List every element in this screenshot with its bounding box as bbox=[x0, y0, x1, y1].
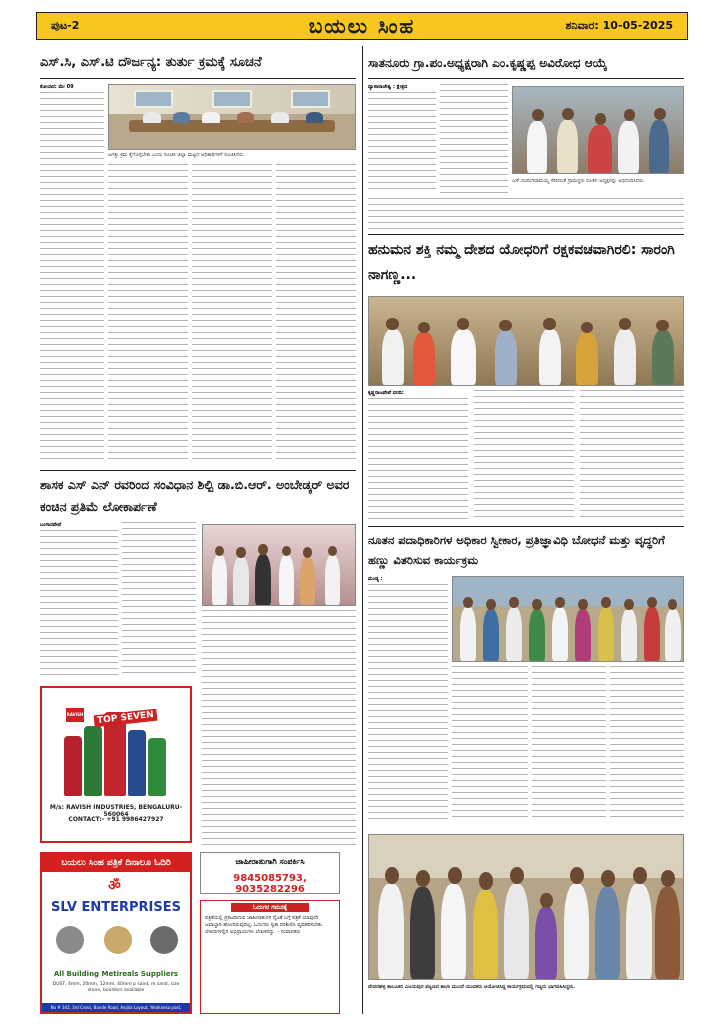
byline-hanuman: ಕೃಷ್ಣರಾಜಪೇಟೆ ವರದಿ: bbox=[368, 390, 404, 396]
photo-hanuman-event bbox=[368, 296, 684, 386]
article-ambedkar-body bbox=[202, 610, 356, 846]
photo-felicitation bbox=[512, 86, 684, 174]
page-number: ಪುಟ-2 bbox=[51, 19, 80, 32]
notice-heading: ಓದುಗರ ಗಮನಕ್ಕೆ bbox=[231, 903, 309, 912]
headline-office-bearers: ನೂತನ ಪದಾಧಿಕಾರಿಗಳ ಅಧಿಕಾರ ಸ್ವೀಕಾರ, ಪ್ರತಿಜ್ಞಾವಿಧಿ ಬೋಧನೆ ಮತ್ತು ವೃದ್ಧರಿಗೆ ಹಣ್ಣು ವಿತರಿಸುವ ಕಾರ್ಯಕ್ರಮ bbox=[368, 533, 665, 567]
caption-bottom-event: ದೇವನಹಳ್ಳಿ ತಾಲೂಕಿನ ವಿಜಯಪುರ ಪಟ್ಟಣದ ಶಾಲಾ ಮುಂದೆ ಯುವಕರು ಆಯೋಜಿಸಿದ್ದ ಕಾರ್ಯಕ್ರಮದಲ್ಲಿ ಗಣ್ಯರು ಭಾಗವಹಿಸಿದ್ದರು. bbox=[368, 984, 576, 990]
brand-label: TOP SEVEN bbox=[94, 709, 158, 727]
ravish-logo: RAVISH bbox=[66, 708, 84, 722]
byline-ambedkar: ಬಂಗಾರಪೇಟೆ bbox=[40, 522, 62, 528]
article-office-col3 bbox=[532, 666, 606, 822]
photo-statue-unveiling bbox=[202, 524, 356, 606]
ad-contact: CONTACT:- +91 9986427927 bbox=[68, 816, 164, 823]
newspaper-page bbox=[36, 6, 688, 1018]
caption-sc-st: ಜಗತ್ತು ಕ್ರಮ ಕೈಗೊಳ್ಳಬೇಕು ಎಂದು ಸೂಚಿಸಿ ಜಿಲ್ಲಾ ಮಟ್ಟದ ಅಧಿಕಾರಿಗಳಿಗೆ ಸೂಚಿಸಿದರು. bbox=[108, 152, 246, 158]
ad-slv-enterprises bbox=[40, 852, 192, 1018]
read-daily-banner: ಬಯಲು ಸಿಂಹ ಪತ್ರಿಕೆ ದಿನಾಲೂ ಓದಿರಿ bbox=[42, 854, 190, 872]
advertise-heading: ಜಾಹೀರಾತುಗಾಗಿ ಸಂಪರ್ಕಿಸಿ bbox=[235, 857, 305, 866]
sand-image bbox=[104, 926, 132, 954]
notice-text: ಪತ್ರಿಕೆಯಲ್ಲಿ ಪ್ರಕಟವಾಗುವ ಜಾಹೀರಾತುಗಳ ನೈಜತೆ ಬಗ್ಗೆ ಪತ್ರಿಕೆ ಯಾವುದೇ ಜವಾಬ್ದಾರಿ ಹೊಂದಿರುವುದಿಲ್ಲ. ಓದುಗರು ಸ್ವತಃ ಪರಿಶೀಲಿಸಿ ವ್ಯವಹರಿಸಬೇಕು. ಲೇಖನಗಳಲ್ಲಿನ ಅಭಿಪ್ರಾಯಗಳು ಲೇಖಕರದ್ದು. - ಸಂಪಾದಕರು bbox=[205, 915, 324, 935]
headline-ambedkar: ಶಾಸಕ ಎಸ್ ಎನ್ ರವರಿಂದ ಸಂವಿಧಾನ ಶಿಲ್ಪಿ ಡಾ.ಬಿ.ಆರ್. ಅಂಬೇಡ್ಕರ್ ಅವರ ಕಂಚಿನ ಪ್ರತಿಮೆ ಲೋಕಾರ್ಪಣೆ bbox=[40, 477, 350, 514]
photo-bottom-event bbox=[368, 834, 684, 980]
article-sc-st-col1 bbox=[40, 84, 104, 464]
article-sc-st-col2 bbox=[108, 164, 188, 464]
article-ambedkar-col2 bbox=[122, 522, 196, 678]
article-office-col2 bbox=[452, 666, 528, 822]
article-ambedkar-col1 bbox=[40, 522, 118, 678]
masthead bbox=[36, 12, 688, 40]
article-office-col1 bbox=[368, 576, 448, 822]
article-hanuman-col2 bbox=[474, 390, 574, 522]
slv-items: DUST, 4mm, 20mm, 12mm, 40mm p sand, m sand, size stone, boulders available bbox=[52, 982, 180, 993]
byline-office: ಮಂಡ್ಯ : bbox=[368, 576, 383, 582]
photo-office-bearers bbox=[452, 576, 684, 662]
newspaper-title: ಬಯಲು ಸಿಂಹ bbox=[308, 14, 416, 38]
advertise-contact-box bbox=[200, 852, 340, 894]
stone-image bbox=[150, 926, 178, 954]
slv-tagline: All Building Metireals Suppliers bbox=[53, 970, 179, 978]
article-office-col4 bbox=[610, 666, 684, 822]
issue-date: ಶನಿವಾರ: 10-05-2025 bbox=[565, 19, 673, 32]
byline-sc-st: ಕೋಲಾರ: ಮೇ 09 bbox=[40, 84, 74, 90]
slv-address: No # 342, 3rd Cross, Bande Road, Anjala Layout, Yelahanka post, Bengaluru-64 bbox=[42, 1003, 190, 1012]
article-sc-st-col4 bbox=[276, 164, 356, 464]
photo-meeting bbox=[108, 84, 356, 150]
ad-company-name: M/s: RAVISH INDUSTRIES, BENGALURU-560064 bbox=[49, 804, 183, 818]
headline-sc-st: ಎಸ್.ಸಿ, ಎಸ್.ಟಿ ದೌರ್ಜನ್ಯ: ತುರ್ತು ಕ್ರಮಕ್ಕೆ ಸೂಚನೆ bbox=[40, 55, 262, 70]
om-symbol: ॐ bbox=[108, 878, 121, 894]
headline-hanuman: ಹನುಮನ ಶಕ್ತಿ ನಮ್ಮ ದೇಶದ ಯೋಧರಿಗೆ ರಕ್ಷಕವಚವಾಗಿರಲಿ: ಸಾರಂಗಿ ನಾಗಣ್ಣ... bbox=[368, 242, 675, 283]
advertise-numbers: 9845085793, 9035282296 bbox=[233, 873, 307, 895]
article-sc-st-col3 bbox=[192, 164, 272, 464]
article-satnur-col2 bbox=[440, 84, 508, 194]
article-satnur-body bbox=[368, 198, 684, 232]
gravel-image bbox=[56, 926, 84, 954]
slv-name: SLV ENTERPRISES bbox=[51, 900, 181, 915]
caption-satnur: ಎಸ್.ಸಂಪಂಗಿರಾಮಯ್ಯ ಸೇರಿದಂತೆ ಗ್ರಾಮಸ್ಥರು ನೂತನ ಅಧ್ಯಕ್ಷರನ್ನು ಅಭಿನಂದಿಸಿದರು. bbox=[512, 178, 645, 184]
byline-satnur: ವ್ಯಾಸಾರಾಜೇಶ್ವ : ಕ್ಷೇತ್ರದ bbox=[368, 84, 408, 90]
readers-notice bbox=[200, 900, 340, 1014]
article-satnur-col1 bbox=[368, 84, 436, 194]
ad-ravish-industries bbox=[40, 686, 192, 843]
article-hanuman-col1 bbox=[368, 390, 468, 522]
article-hanuman-col3 bbox=[580, 390, 684, 522]
headline-satnur: ಸಾತನೂರು ಗ್ರಾ.ಪಂ.ಅಧ್ಯಕ್ಷರಾಗಿ ಎಂ.ಕೃಷ್ಣಪ್ಪ ಅವಿರೋಧ ಆಯ್ಕೆ bbox=[368, 56, 608, 70]
